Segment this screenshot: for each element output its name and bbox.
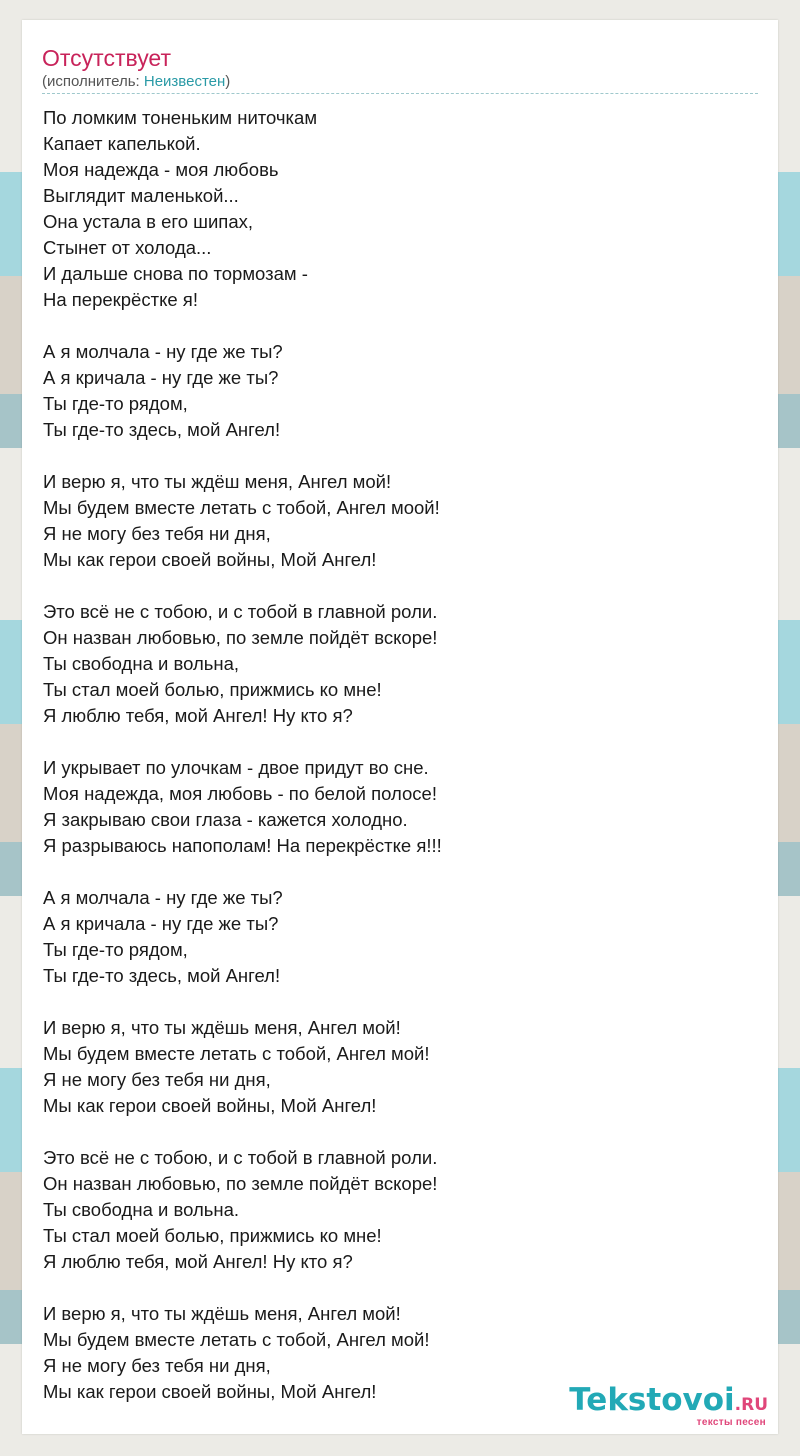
lyrics-line: И верю я, что ты ждёшь меня, Ангел мой! (43, 1303, 401, 1324)
lyrics-line: Мы будем вместе летать с тобой, Ангел моой! (43, 497, 440, 518)
lyrics-stanza (43, 339, 763, 443)
lyrics-line: Я не могу без тебя ни дня, (43, 523, 271, 544)
lyrics-line: Ты свободна и вольна. (43, 1199, 240, 1220)
lyrics-line: Капает капелькой. (43, 133, 201, 154)
lyrics-line: И дальше снова по тормозам - (43, 263, 308, 284)
lyrics-line: Я закрываю свои глаза - кажется холодно. (43, 809, 408, 830)
logo-wordmark (569, 1384, 768, 1421)
lyrics-stanza (43, 1015, 763, 1119)
lyrics-line: Это всё не с тобою, и с тобой в главной роли. (43, 1147, 438, 1168)
lyrics-stanza (43, 599, 763, 729)
lyrics-line: Ты где-то здесь, мой Ангел! (43, 965, 281, 986)
lyrics-stanza (43, 885, 763, 989)
lyrics-line: Ты стал моей болью, прижмись ко мне! (43, 1225, 382, 1246)
header-divider (42, 93, 758, 94)
lyrics-line: Я разрываюсь напополам! На перекрёстке я!!! (43, 835, 442, 856)
lyrics-line: Моя надежда, моя любовь - по белой полосе! (43, 783, 437, 804)
lyrics-line: Ты где-то рядом, (43, 939, 188, 960)
artist-line (42, 72, 230, 92)
lyrics-line: Он назван любовью, по земле пойдёт вскоре! (43, 627, 438, 648)
lyrics-line: Стынет от холода... (43, 237, 212, 258)
lyrics-line: Ты где-то здесь, мой Ангел! (43, 419, 281, 440)
lyrics-line: Мы как герои своей войны, Мой Ангел! (43, 549, 377, 570)
logo-main-text: Tekstovoi (569, 1382, 735, 1418)
lyrics-line: А я молчала - ну где же ты? (43, 887, 283, 908)
lyrics-line: Ты свободна и вольна, (43, 653, 240, 674)
artist-suffix: ) (225, 73, 231, 90)
artist-link[interactable]: Неизвестен (143, 73, 226, 90)
lyrics-line: Он назван любовью, по земле пойдёт вскоре! (43, 1173, 438, 1194)
lyrics-stanza (43, 755, 763, 859)
lyrics-line: Мы как герои своей войны, Мой Ангел! (43, 1095, 377, 1116)
lyrics-line: Ты стал моей болью, прижмись ко мне! (43, 679, 382, 700)
lyrics-line: Я люблю тебя, мой Ангел! Ну кто я? (43, 705, 353, 726)
lyrics-line: А я кричала - ну где же ты? (43, 913, 279, 934)
lyrics-line: А я кричала - ну где же ты? (43, 367, 279, 388)
site-logo[interactable] (569, 1384, 768, 1428)
logo-tagline: тексты песен (696, 1417, 766, 1428)
lyrics-line: Мы как герои своей войны, Мой Ангел! (43, 1381, 377, 1402)
lyrics-line: И верю я, что ты ждёшь меня, Ангел мой! (43, 1017, 401, 1038)
lyrics-stanza (43, 469, 763, 573)
lyrics-line: Мы будем вместе летать с тобой, Ангел мой! (43, 1043, 430, 1064)
lyrics-stanza (43, 1145, 763, 1275)
lyrics-line: На перекрёстке я! (43, 289, 198, 310)
lyrics-stanza (43, 105, 763, 313)
lyrics-line: Я люблю тебя, мой Ангел! Ну кто я? (43, 1251, 353, 1272)
song-title: Отсутствует (42, 45, 171, 71)
lyrics-line: И укрывает по улочкам - двое придут во сне. (43, 757, 429, 778)
logo-tld: .RU (734, 1395, 768, 1415)
artist-prefix: (исполнитель: (42, 73, 144, 90)
lyrics-text (43, 105, 763, 1405)
lyrics-line: Она устала в его шипах, (43, 211, 254, 232)
lyrics-line: И верю я, что ты ждёш меня, Ангел мой! (43, 471, 392, 492)
lyrics-card (22, 20, 778, 1434)
lyrics-line: Выглядит маленькой... (43, 185, 239, 206)
lyrics-line: А я молчала - ну где же ты? (43, 341, 283, 362)
lyrics-line: Ты где-то рядом, (43, 393, 188, 414)
lyrics-line: Я не могу без тебя ни дня, (43, 1069, 271, 1090)
lyrics-line: Мы будем вместе летать с тобой, Ангел мой! (43, 1329, 430, 1350)
lyrics-line: Это всё не с тобою, и с тобой в главной роли. (43, 601, 438, 622)
lyrics-line: Я не могу без тебя ни дня, (43, 1355, 271, 1376)
lyrics-line: По ломким тоненьким ниточкам (43, 107, 318, 128)
lyrics-line: Моя надежда - моя любовь (43, 159, 279, 180)
